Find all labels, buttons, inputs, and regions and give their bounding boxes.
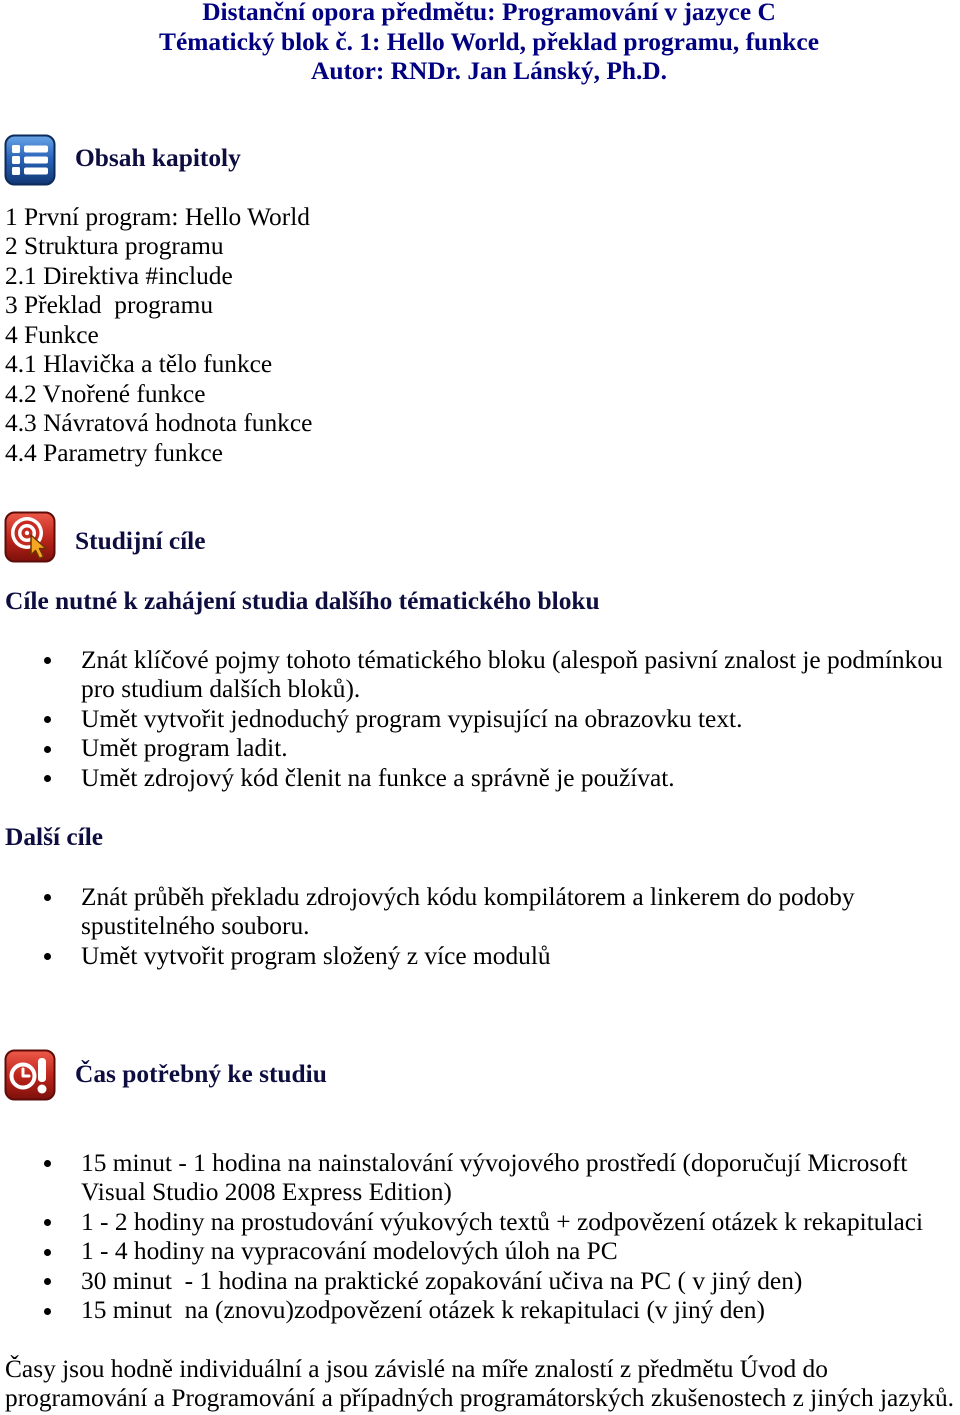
- clock-alert-icon: [4, 1049, 56, 1101]
- list-item-text: pro studium dalších bloků).: [81, 675, 361, 703]
- study-time-note: [5, 1355, 954, 1414]
- bullet-icon: [44, 894, 51, 901]
- toc-item: 4.2 Vnořené funkce: [5, 379, 206, 408]
- paragraph-line: Časy jsou hodně individuální a jsou závislé na míře znalostí z předmětu Úvod do: [5, 1354, 828, 1383]
- study-time-list: [0, 1149, 960, 1326]
- contents-heading: Obsah kapitoly: [75, 143, 241, 172]
- document-title: [18, 0, 960, 87]
- toc-item: 3 Překlad programu: [5, 291, 214, 319]
- additional-goals-heading: Další cíle: [5, 822, 104, 851]
- list-item-text: Umět vytvořit jednoduchý program vypisující na obrazovku text.: [81, 704, 743, 733]
- toc-item: 4.3 Návratová hodnota funkce: [5, 409, 313, 437]
- bullet-icon: [44, 716, 51, 723]
- bullet-icon: [44, 1278, 51, 1285]
- list-item-text: spustitelného souboru.: [81, 912, 310, 940]
- list-item-text: Visual Studio 2008 Express Edition): [81, 1178, 452, 1206]
- list-item-text: Umět zdrojový kód členit na funkce a správně je používat.: [81, 763, 675, 792]
- study-time-heading: Čas potřebný ke studiu: [75, 1059, 327, 1088]
- list-item-text: 1 - 2 hodiny na prostudování výukových textů + zodpovězení otázek k rekapitulaci: [81, 1207, 924, 1236]
- list-item-text: Znát klíčové pojmy tohoto tématického bloku (alespoň pasivní znalost je podmínkou: [81, 645, 943, 674]
- bullet-icon: [44, 1308, 51, 1315]
- required-goals-heading: Cíle nutné k zahájení studia dalšího tématického bloku: [5, 586, 600, 615]
- target-icon: [4, 511, 56, 563]
- list-item-text: Umět program ladit.: [81, 734, 288, 762]
- toc-item: 4.4 Parametry funkce: [5, 438, 223, 467]
- list-item: [0, 942, 960, 972]
- list-item: [0, 734, 960, 764]
- list-item: [0, 1149, 960, 1208]
- additional-goals-list: [0, 883, 960, 972]
- bullet-icon: [44, 1219, 51, 1226]
- bullet-icon: [44, 746, 51, 753]
- list-item: [0, 646, 960, 705]
- table-of-contents: [5, 203, 312, 469]
- list-item: [0, 883, 960, 942]
- toc-item: 1 První program: Hello World: [5, 202, 310, 231]
- bullet-icon: [44, 657, 51, 664]
- list-item-text: Umět vytvořit program složený z více modulů: [81, 941, 551, 970]
- paragraph-line: programování a Programování a případných programátorských zkušenostech z jiných jazyků.: [5, 1384, 955, 1412]
- list-item-text: Znát průběh překladu zdrojových kódu kompilátorem a linkerem do podoby: [81, 882, 855, 911]
- bullet-icon: [44, 1160, 51, 1167]
- list-item-text: 15 minut na (znovu)zodpovězení otázek k rekapitulaci (v jiný den): [81, 1296, 765, 1324]
- toc-item: 2 Struktura programu: [5, 232, 224, 260]
- title-line: Tématický blok č. 1: Hello World, překlad programu, funkce: [159, 27, 819, 56]
- list-item: [0, 1296, 960, 1326]
- list-item-text: 30 minut - 1 hodina na praktické zopakování učiva na PC ( v jiný den): [81, 1266, 803, 1295]
- bullet-icon: [44, 1249, 51, 1256]
- list-item: [0, 764, 960, 794]
- list-item: [0, 705, 960, 735]
- list-icon: [4, 134, 56, 186]
- toc-item: 2.1 Direktiva #include: [5, 261, 233, 290]
- study-goals-heading: Studijní cíle: [75, 526, 206, 555]
- toc-item: 4 Funkce: [5, 320, 99, 349]
- list-item: [0, 1237, 960, 1267]
- toc-item: 4.1 Hlavička a tělo funkce: [5, 350, 273, 378]
- title-line: Distanční opora předmětu: Programování v jazyce C: [202, 0, 776, 26]
- list-item: [0, 1208, 960, 1238]
- title-line: Autor: RNDr. Jan Lánský, Ph.D.: [311, 57, 667, 85]
- bullet-icon: [44, 775, 51, 782]
- required-goals-list: [0, 646, 960, 794]
- bullet-icon: [44, 953, 51, 960]
- list-item-text: 1 - 4 hodiny na vypracování modelových úloh na PC: [81, 1237, 618, 1265]
- list-item: [0, 1267, 960, 1297]
- list-item-text: 15 minut - 1 hodina na nainstalování vývojového prostředí (doporučují Microsoft: [81, 1148, 908, 1177]
